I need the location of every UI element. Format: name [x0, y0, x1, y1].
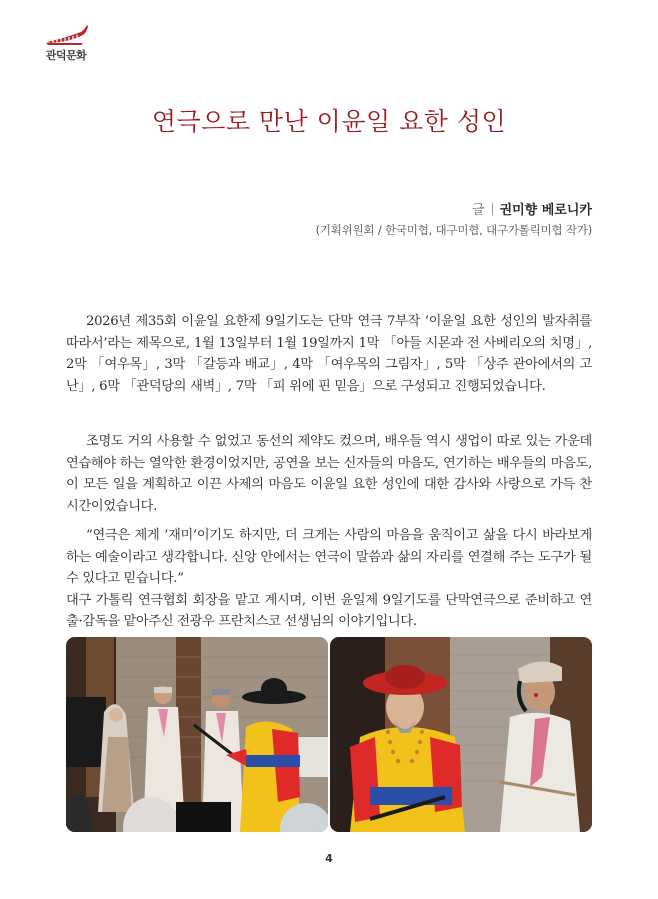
quote-text: “연극은 제게 ‘재미’이기도 하지만, 더 크게는 사람의 마음을 움직이고 삶을 다시 바라보게 하는 예술이라고 생각합니다. 신앙 안에서는 연극이 말씀과 삶의 자리를 연결해 주는 도구가 될 수 있다고 믿습니다.” [66, 528, 592, 586]
article-title: 연극으로 만난 이윤일 요한 성인 [151, 107, 507, 136]
quote-attribution: 대구 가톨릭 연극협회 회장을 맡고 계시며, 이번 윤일제 9일기도를 단막연극으로 준비하고 연출·감독을 맡아주신 전광우 프란치스코 선생님의 이야기입니다. [66, 592, 592, 629]
roof-eave-icon [41, 24, 91, 46]
author-name: 권미향 베로니카 [499, 203, 592, 218]
page-number: 4 [325, 852, 333, 865]
byline-label: 글 [472, 203, 485, 218]
byline-divider [492, 203, 493, 215]
body-paragraph: 조명도 거의 사용할 수 없었고 동선의 제약도 컸으며, 배우들 역시 생업이 따로 있는 가운데 연습해야 하는 열악한 환경이었지만, 공연을 보는 신자들의 마음도, 연기하는 배우들의 마음도, 이 모든 일을 계획하고 이끈 사제의 마음도 이윤일 요한 성인에 대한 감사와 사랑으로 가득 찬 시간이었습니다. [66, 434, 592, 514]
logo-text: 관덕문화 [45, 49, 87, 62]
play-scene-photo-2 [330, 637, 592, 832]
quote-block [66, 525, 592, 633]
publication-logo [38, 24, 94, 63]
body-paragraph: 2026년 제35회 이윤일 요한제 9일기도는 단막 연극 7부작 ‘이윤일 요한 성인의 발자취를 따라서’라는 제목으로, 1월 13일부터 1월 19일까지 1막 「아들 시몬과 전 사베리오의 치명」, 2막 「여우목」, 3막 「갈등과 배교」, 4막 「여우목의 그림자」, 5막 「상주 관아에서의 고난」, 6막 「관덕당의 새벽」, 7막 「피 위에 핀 믿음」으로 구성되고 진행되었습니다. [66, 314, 592, 394]
author-affiliation: (기획위원회 / 한국미협, 대구미협, 대구가톨릭미협 작가) [315, 223, 592, 237]
byline [472, 199, 592, 218]
play-scene-photo-1 [66, 637, 328, 832]
